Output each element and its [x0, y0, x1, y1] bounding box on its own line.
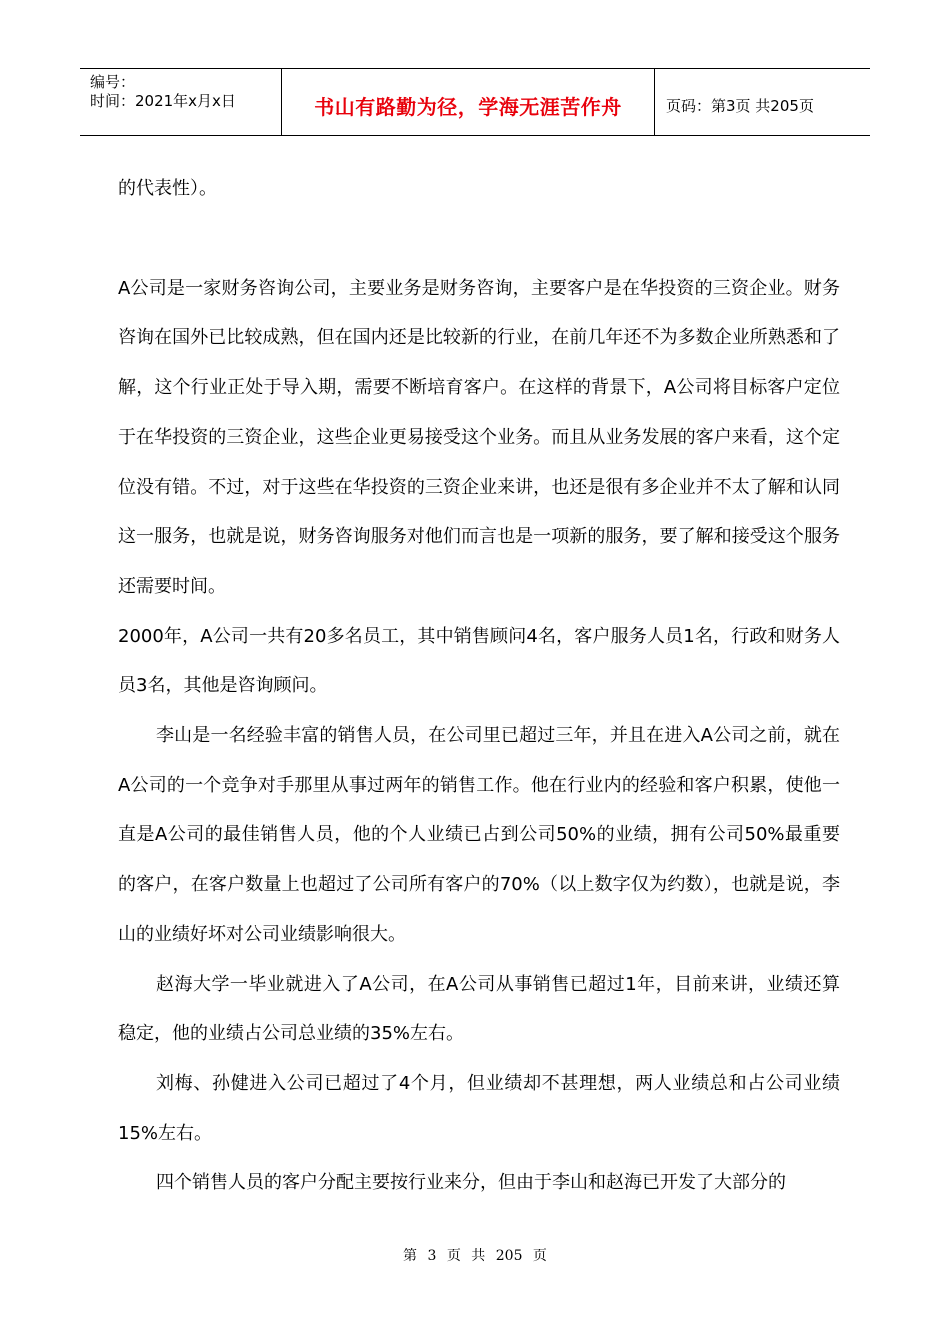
paragraph: 李山是一名经验丰富的销售人员，在公司里已超过三年，并且在进入A公司之前，就在A公司的一个竞争对手那里从事过两年的销售工作。他在行业内的经验和客户积累，使他一直是A公司的最佳销售人员，他的个人业绩已占到公司50%的业绩，拥有公司50%最重要的客户，在客户数量上也超过了公司所有客户的70%（以上数字仅为约数），也就是说，李山的业绩好坏对公司业绩影响很大。	[118, 725, 840, 945]
header-motto: 书山有路勤为径，学海无涯苦作舟	[314, 95, 622, 119]
paragraph: 的代表性）。	[118, 178, 217, 199]
paragraph: 赵海大学一毕业就进入了A公司，在A公司从事销售已超过1年，目前来讲，业绩还算稳定，他的业绩占公司总业绩的35%左右。	[118, 973, 840, 1045]
document-header	[80, 68, 870, 136]
header-divider	[654, 69, 655, 135]
document-time-label: 时间：2021年x月x日	[90, 92, 236, 110]
paragraph: 刘梅、孙健进入公司已超过了4个月，但业绩却不甚理想，两人业绩总和占公司业绩15%左右。	[118, 1072, 840, 1144]
paragraph: 2000年，A公司一共有20多名员工，其中销售顾问4名，客户服务人员1名，行政和财务人员3名，其他是咨询顾问。	[118, 625, 840, 697]
document-body	[118, 164, 840, 1208]
paragraph: 四个销售人员的客户分配主要按行业来分，但由于李山和赵海已开发了大部分的	[156, 1172, 786, 1194]
page-footer: 第 3 页 共 205 页	[403, 1248, 547, 1264]
paragraph: A公司是一家财务咨询公司，主要业务是财务咨询，主要客户是在华投资的三资企业。财务咨询在国外已比较成熟，但在国内还是比较新的行业，在前几年还不为多数企业所熟悉和了解，这个行业正处于导入期，需要不断培育客户。在这样的背景下，A公司将目标客户定位于在华投资的三资企业，这些企业更易接受这个业务。而且从业务发展的客户来看，这个定位没有错。不过，对于这些在华投资的三资企业来讲，也还是很有多企业并不太了解和认同这一服务，也就是说，财务咨询服务对他们而言也是一项新的服务，要了解和接受这个服务还需要时间。	[118, 277, 840, 597]
header-page-code: 页码：第3页 共205页	[666, 97, 814, 115]
header-meta	[90, 73, 236, 111]
document-number-label: 编号：	[90, 73, 136, 91]
